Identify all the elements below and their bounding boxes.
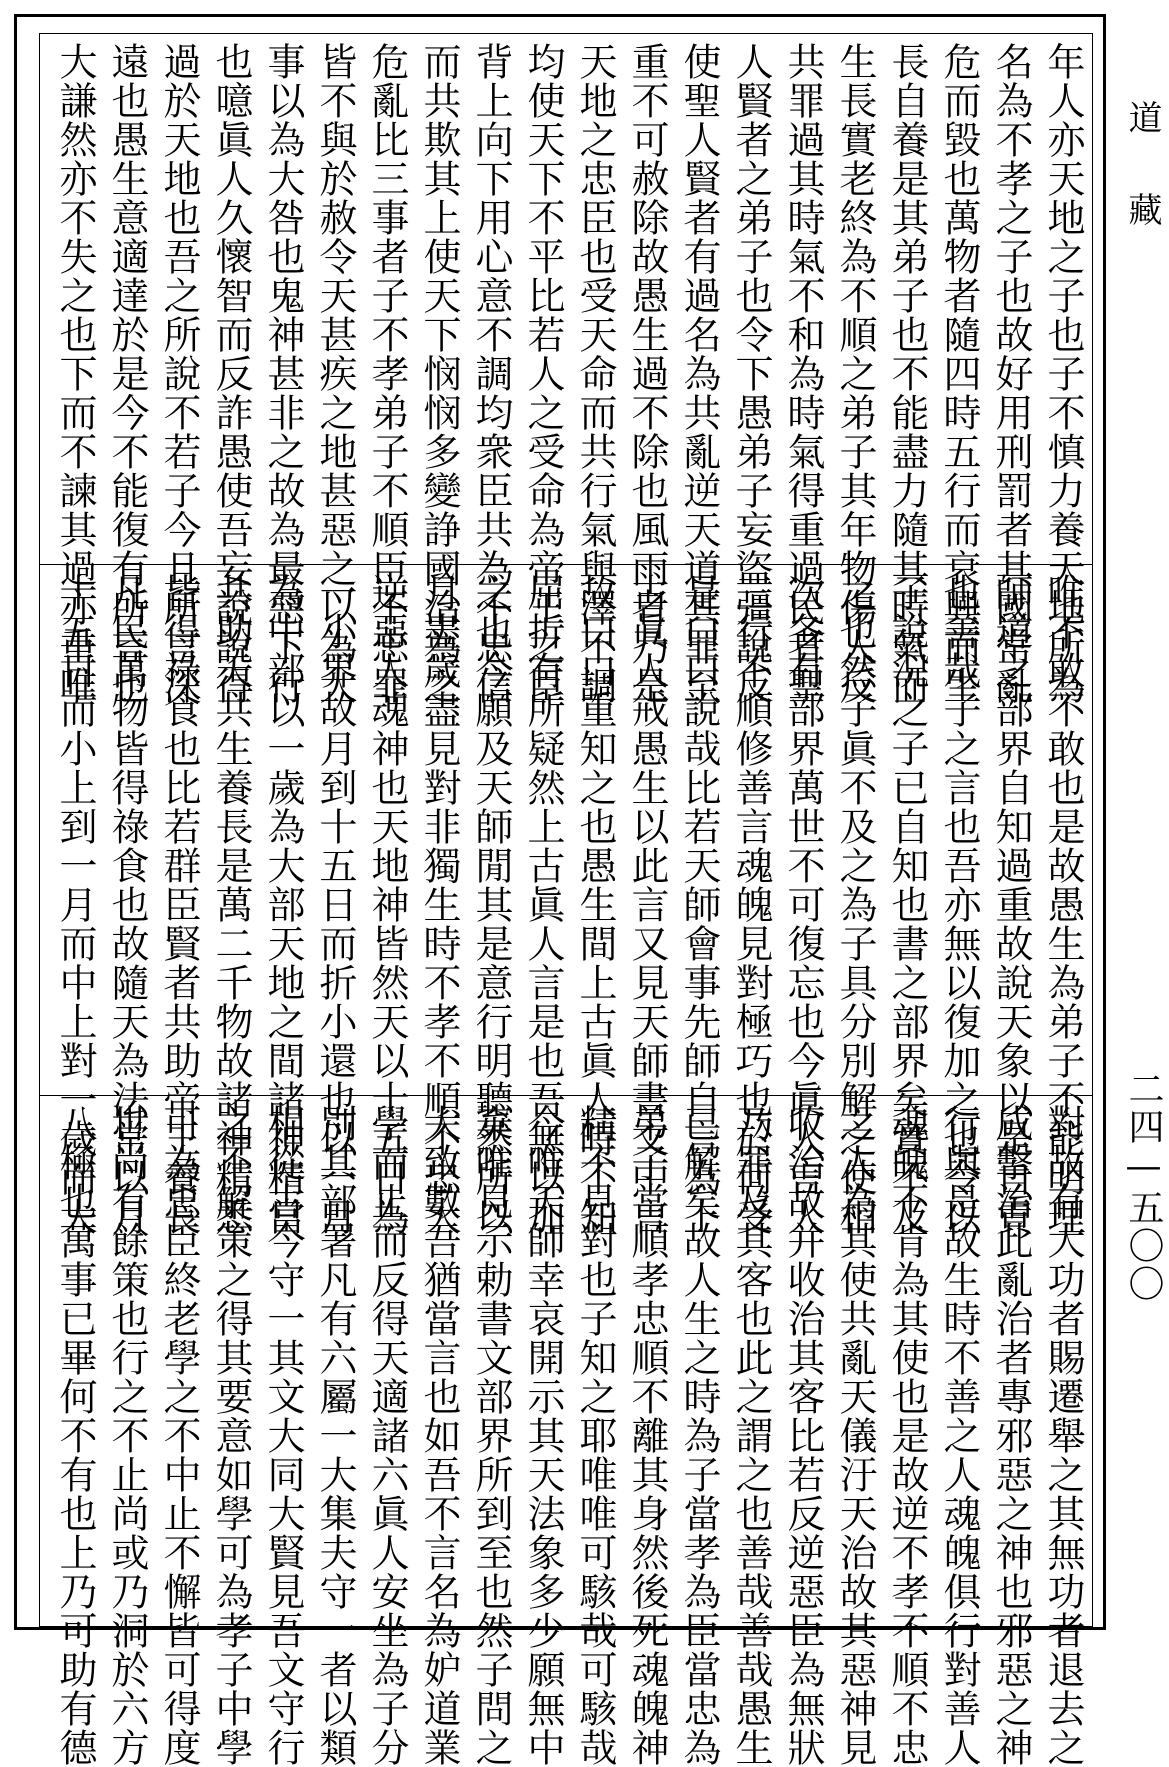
text-column: 十五日而小上到一月而中上對一歲而大 (53, 573, 97, 1236)
text-column: 之也今願及天師閒其是意行明聽然所以 (469, 573, 513, 1236)
text-column: 是口口說哉比若天師會事先師自言為上 (677, 573, 721, 1236)
text-column: 遠也愚生意適達於是今不能復有所言也 (105, 42, 149, 705)
text-column: 師道之部界自知過重故說天象以是自責 (989, 573, 1033, 1236)
text-column: 故口口重知之也愚生間上古眞人時不知 (573, 573, 617, 1236)
column-group (40, 1096, 1092, 1767)
text-column: 之也然子眞不及之為子具分別解之使相 (833, 573, 877, 1236)
text-column: 唯不敢不敢也是故愚生為弟子不能明理 (1041, 573, 1085, 1236)
text-column: 之人為其使共亂天儀汙天治故其惡神見 (833, 1104, 877, 1767)
text-column: 共罪過其時氣不和為時氣得重過民者聖 (781, 42, 825, 705)
text-column: 危而毀也萬物者隨四時五行而衰興而生 (937, 42, 981, 705)
text-column: 學而止而反得天適諸六眞人安坐為子分 (365, 1104, 409, 1767)
text-column: 長自養是其弟子也不能盡力隨其時氣而 (885, 42, 929, 705)
text-column: 魂魄不肯為其使也是故逆不孝不順不忠 (885, 1104, 929, 1767)
text-column: 也噫眞人久懷智而反詐愚使吾妄說說得 (209, 42, 253, 705)
text-column: 屈折有所疑然上古眞人言是也吾無以加 (521, 573, 565, 1236)
text-column: 之不解策之得其要意如學可為孝子中學 (209, 1104, 253, 1767)
text-column: 天地之忠臣也受天命而共行氣與澤不調 (573, 42, 617, 705)
text-column: 共助天共生養長是萬二千物故諸神精悉 (209, 573, 253, 1236)
text-block (39, 33, 1093, 1767)
text-column: 世尚有餘策也行之不止尚或乃洞於六方 (105, 1104, 149, 1767)
text-column: 棄唯見示勅書文部界所到至也然子問之 (469, 1104, 513, 1767)
text-column: 古眞人戒愚生以此言又見天師書文中言 (625, 573, 669, 1236)
text-column: 皆得祿食也比若群臣賢者共助帝王養長 (157, 573, 201, 1236)
text-column: 危亂比三事者子不孝弟子不順臣不忠罪 (365, 42, 409, 705)
text-column: 子說況之子已自知也書之部界矣實不及 (885, 573, 929, 1236)
text-column: 生長實老終為不順之弟子其年物傷人反 (833, 42, 877, 705)
collection-title: 道藏 (1122, 100, 1162, 284)
outer-margin (1110, 70, 1164, 1570)
register-top (40, 34, 1092, 705)
text-column: 年人亦天地之子也子不慎力養天地所為 (1041, 42, 1085, 705)
text-column: 成擊治此亂治者專邪惡之神也邪惡之神 (989, 1104, 1033, 1767)
text-column: 相從古今守一其文大同大賢見吾文守行 (261, 1104, 305, 1767)
text-column: 名為不孝之子也故好用刑罰者其國常亂 (989, 42, 1033, 705)
text-column: 為中部以一歲為大部天地之間諸神精當 (261, 573, 305, 1236)
register-middle (40, 565, 1092, 1236)
text-column: 凡民萬物皆得祿食也故隨天為法常以月 (105, 573, 149, 1236)
text-column: 重不可赦除故愚生過不除也風雨者乃是 (625, 42, 669, 705)
text-column: 對故有大功者賜遷舉之其無功者退去之 (1041, 1104, 1085, 1767)
text-column: 行與是故生時不善之人魂魄俱行對善人 (937, 1104, 981, 1767)
column-group (40, 34, 1092, 705)
text-column: 今唯天師幸哀開示其天法象多少願無中 (521, 1104, 565, 1767)
text-column: 月盡歲盡見對非獨生時不孝不順不忠大 (417, 573, 461, 1236)
text-column: 可為忠臣終老學之不中止不懈皆可得度 (157, 1104, 201, 1767)
text-column: 八極也萬事已畢何不有也上乃可助有德 (53, 1104, 97, 1767)
text-column: 背上向下用心意不調均衆臣共為不忠信 (469, 42, 513, 705)
text-column: 三行不順修善言魂魄見對極巧也於何受 (729, 573, 773, 1236)
text-column: 別其部署凡有六屬一大集夫守一者以類 (313, 1104, 357, 1767)
text-column: 次各有部界萬世不可復忘也今眞人言人 (781, 573, 825, 1236)
text-column: 收治故并收治其客比若反逆惡臣為無狀 (781, 1104, 825, 1767)
text-column: 過於天地也吾之所說不若子今且所言深 (157, 42, 201, 705)
column-group (40, 565, 1092, 1236)
page-border (14, 14, 1106, 1767)
text-column: 精不見對也子知之耶唯唯可駭哉可駭哉 (573, 1104, 617, 1767)
text-column: 使聖人賢者有過名為共亂逆天道其罪至 (677, 42, 721, 705)
text-column: 大致數吾猶當言也如吾不言名為妒道業 (417, 1104, 461, 1767)
text-column: 也善哉子之言也吾亦無以復加之也令以 (937, 573, 981, 1236)
page-number: 二四—五〇〇 (1123, 1070, 1164, 1303)
text-column: 逆惡人魂神也天地神皆然天以十五日為 (365, 573, 409, 1236)
register-bottom (40, 1096, 1092, 1767)
text-column: 人賢者之弟子也令下愚弟子妄盜彊說反 (729, 42, 773, 705)
text-column: 大謙然亦不失之也下而不諫其過亦重唯 (53, 42, 97, 705)
text-column: 均使天下不平比若人之受命為帝王之臣 (521, 42, 565, 705)
text-column: 而共欺其上使天下悯悯多變諍國治為之 (417, 42, 461, 705)
text-column: 皆不與於赦令天甚疾之地甚惡之以為大 (313, 42, 357, 705)
text-column: 弟子當順孝忠順不離其身然後死魂魄神 (625, 1104, 669, 1767)
text-column: 一小界故月到十五日而折小還也以一月 (313, 573, 357, 1236)
text-column: 已解矣故人生之時為子當孝為臣當忠為 (677, 1104, 721, 1767)
text-column: 事以為大咎也鬼神甚非之故為最惡下行 (261, 42, 305, 705)
text-column: 乃罪及其客也此之謂之也善哉善哉愚生 (729, 1104, 773, 1767)
